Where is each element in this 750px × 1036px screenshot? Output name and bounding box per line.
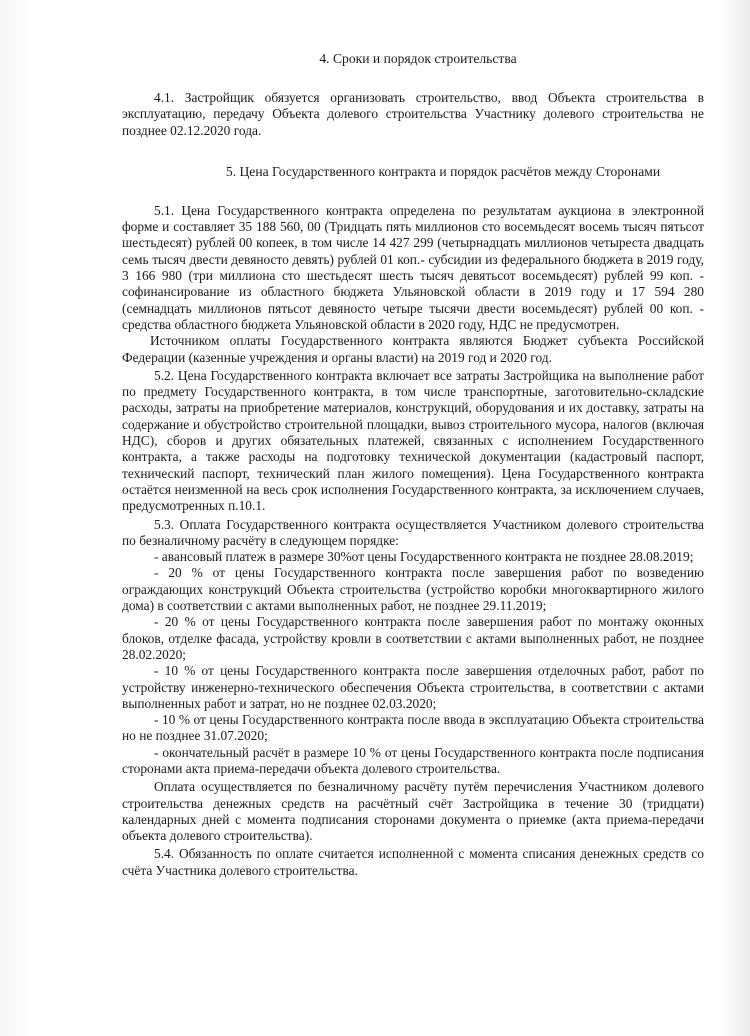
clause-4-1: 4.1. Застройщик обязуется организовать строительство, ввод Объекта строительства в эксплуатацию, передачу Объекта долевого строительства Участнику долевого строительства не позднее 02.12.2020 года. (122, 90, 704, 138)
payment-item: - 10 % от цены Государственного контракта после завершения отделочных работ, работ по устройству инженерно-технического обеспечения Объекта строительства, в соответствии с актами выполненных работ и затрат, но не позднее 02.03.2020; (122, 663, 704, 711)
clause-5-3: 5.3. Оплата Государственного контракта осуществляется Участником долевого строительства по безналичному расчёту в следующем порядке: (122, 516, 704, 548)
payment-item: - 10 % от цены Государственного контракта после ввода в эксплуатацию Объекта строительства но не позднее 31.07.2020; (122, 712, 704, 744)
payment-item: - авансовый платеж в размере 30%от цены Государственного контракта не позднее 28.08.2019; (154, 549, 694, 565)
clause-5-4: 5.4. Обязанность по оплате считается исполненной с момента списания денежных средств со счёта Участника долевого строительства. (122, 846, 704, 878)
clause-5-1-funding-source: Источником оплаты Государственного контракта являются Бюджет субъекта Российской Федерации (казенные учреждения и органы власти) на 2019 год и 2020 год. (122, 333, 704, 365)
payment-item: - 20 % от цены Государственного контракта после завершения работ по монтажу оконных блоков, отделке фасада, устройству кровли в соответствии с актами выполненных работ, не позднее 28.02.2020; (122, 614, 704, 662)
payment-item: - окончательный расчёт в размере 10 % от цены Государственного контракта после подписания сторонами акта приема-передачи объекта долевого строительства. (122, 744, 704, 776)
document-body (122, 50, 704, 879)
section-4-heading: 4. Сроки и порядок строительства (319, 51, 517, 66)
clause-5-2: 5.2. Цена Государственного контракта включает все затраты Застройщика на выполнение работ по предмету Государственного контракта, в том числе транспортные, заготовительно-складские расходы, затраты на приобретение материалов, конструкций, оборудования и их доставку, затраты на содержание и обустройство строительной площадки, вывоз строительного мусора, налогов (включая НДС), сборов и других обязательных платежей, связанных с исполнением Государственного контракта, а также расходы на подготовку технической документации (кадастровый паспорт, технический паспорт, технический план жилого помещения). Цена Государственного контракта остаётся неизменной на весь срок исполнения Государственного контракта, за исключением случаев, предусмотренных п.10.1. (122, 367, 704, 514)
clause-5-3-transfer: Оплата осуществляется по безналичному расчёту путём перечисления Участником долевого строительства денежных средств на расчётный счёт Застройщика в течение 30 (тридцати) календарных дней с момента подписания сторонами документа о приемке (акта приема-передачи объекта долевого строительства). (122, 779, 704, 844)
payment-item: - 20 % от цены Государственного контракта после завершения работ по возведению ограждающих конструкций Объекта строительства (устройство коробки многоквартирного жилого дома) в соответствии с актами выполненных работ, не позднее 29.11.2019; (122, 565, 704, 614)
section-5-heading: 5. Цена Государственного контракта и порядок расчётов между Сторонами (225, 163, 661, 179)
clause-5-1: 5.1. Цена Государственного контракта определена по результатам аукциона в электронной форме и составляет 35 188 560, 00 (Тридцать пять миллионов сто восемьдесят восемь тысяч пятьсот шестьдесят) рублей 00 копеек, в том числе 14 427 299 (четырнадцать миллионов четыреста двадцать семь тысяч двести девяносто девять) рублей 01 коп.- субсидии из федерального бюджета в 2019 году, 3 166 980 (три миллиона сто шестьдесят шесть тысяч девятьсот восемьдесят) рублей 99 коп. - софинансирование из областного бюджета Ульяновской области в 2019 году и 17 594 280 (семнадцать миллионов пятьсот девяносто четыре тысячи двести восемьдесят) рублей 00 коп. - средства областного бюджета Ульяновской области в 2020 году, НДС не предусмотрен. (122, 202, 704, 332)
